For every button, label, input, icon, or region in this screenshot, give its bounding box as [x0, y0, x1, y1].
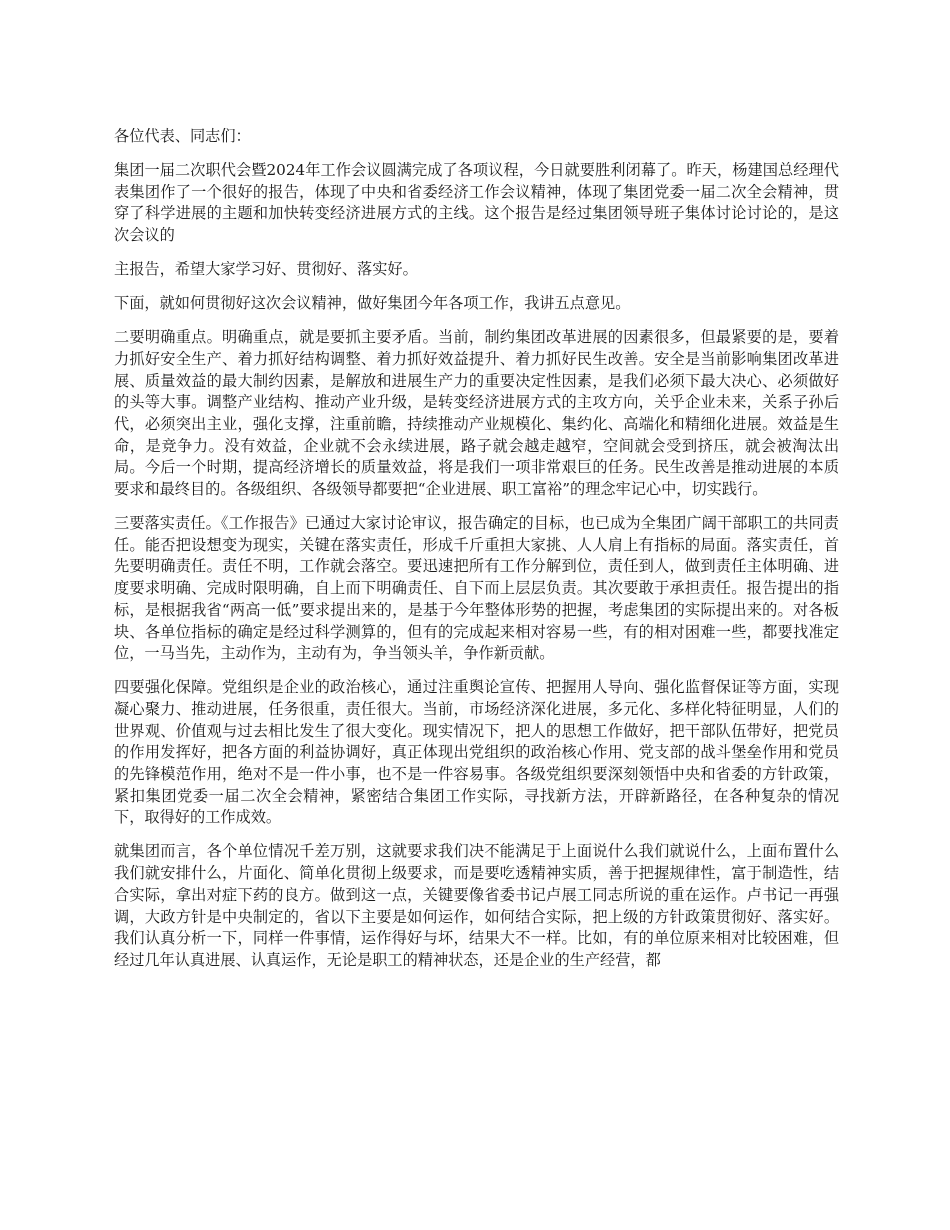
- salutation: 各位代表、同志们：: [114, 127, 251, 145]
- paragraph-group-operation: 就集团而言，各个单位情况千差万别，这就要求我们决不能满足于上面说什么我们就说什么，上面布置什么我们就安排什么，片面化、简单化贯彻上级要求，而是要吃透精神实质，善于把握规律性，富于制造性，结合实际，拿出对症下药的良方。做到这一点，关键要像省委书记卢展工同志所说的重在运作。卢书记一再强调，大政方针是中央制定的，省以下主要是如何运作，如何结合实际，把上级的方针政策贯彻好、落实好。我们认真分析一下，同样一件事情，运作得好与坏，结果大不一样。比如，有的单位原来相对比较困难，但经过几年认真进展、认真运作，无论是职工的精神状态，还是企业的生产经营，都: [114, 842, 839, 969]
- paragraph-point-two: 二要明确重点。明确重点，就是要抓主要矛盾。当前，制约集团改革进展的因素很多，但最紧要的是，要着力抓好安全生产、着力抓好结构调整、着力抓好效益提升、着力抓好民生改善。安全是当前影响集团改革进展、质量效益的最大制约因素，是解放和进展生产力的重要决定性因素，是我们必须下最大决心、必须做好的头等大事。调整产业结构、推动产业升级，是转变经济进展方式的主攻方向，关乎企业未来，关系子孙后代，必须突出主业，强化支撑，注重前瞻，持续推动产业规模化、集约化、高端化和精细化进展。效益是生命，是竞争力。没有效益，企业就不会永续进展，路子就会越走越窄，空间就会受到挤压，就会被淘汰出局。今后一个时期，提高经济增长的质量效益，将是我们一项非常艰巨的任务。民生改善是推动进展的本质要求和最终目的。各级组织、各级领导都要把“企业进展、职工富裕”的理念牢记心中，切实践行。: [114, 328, 839, 499]
- paragraph-opening: 集团一届二次职代会暨2024年工作会议圆满完成了各项议程，今日就要胜利闭幕了。昨天，杨建国总经理代表集团作了一个很好的报告，体现了中央和省委经济工作会议精神，体现了集团党委一届二次全会精神，贯穿了科学进展的主题和加快转变经济进展方式的主线。这个报告是经过集团领导班子集体讨论讨论的，是这次会议的: [114, 161, 839, 245]
- paragraph-five-points: 下面，就如何贯彻好这次会议精神，做好集团今年各项工作，我讲五点意见。: [114, 294, 631, 313]
- paragraph-point-four: 四要强化保障。党组织是企业的政治核心，通过注重舆论宣传、把握用人导向、强化监督保证等方面，实现凝心聚力、推动进展，任务很重，责任很大。当前，市场经济深化进展，多元化、多样化特征明显，人们的世界观、价值观与过去相比发生了很大变化。现实情况下，把人的思想工作做好，把干部队伍带好，把党员的作用发挥好，把各方面的利益协调好，真正体现出党组织的政治核心作用、党支部的战斗堡垒作用和党员的先锋模范作用，绝对不是一件小事，也不是一件容易事。各级党组织要深刻领悟中央和省委的方针政策，紧扣集团党委一届二次全会精神，紧密结合集团工作实际，寻找新方法，开辟新路径，在各种复杂的情况下，取得好的工作成效。: [114, 678, 839, 827]
- document-body: [114, 126, 839, 984]
- paragraph-main-report: 主报告，希望大家学习好、贯彻好、落实好。: [114, 260, 418, 279]
- paragraph-point-three: 三要落实责任。《工作报告》已通过大家讨论审议，报告确定的目标，也已成为全集团广阔干部职工的共同责任。能否把设想变为现实，关键在落实责任，形成千斤重担大家挑、人人肩上有指标的局面。落实责任，首先要明确责任。责任不明，工作就会落空。要迅速把所有工作分解到位，责任到人，做到责任主体明确、进度要求明确、完成时限明确，自上而下明确责任、自下而上层层负责。其次要敢于承担责任。报告提出的指标，是根据我省“两高一低”要求提出来的，是基于今年整体形势的把握，考虑集团的实际提出来的。对各板块、各单位指标的确定是经过科学测算的，但有的完成起来相对容易一些，有的相对困难一些，都要找准定位，一马当先，主动作为，主动有为，争当领头羊，争作新贡献。: [114, 514, 839, 663]
